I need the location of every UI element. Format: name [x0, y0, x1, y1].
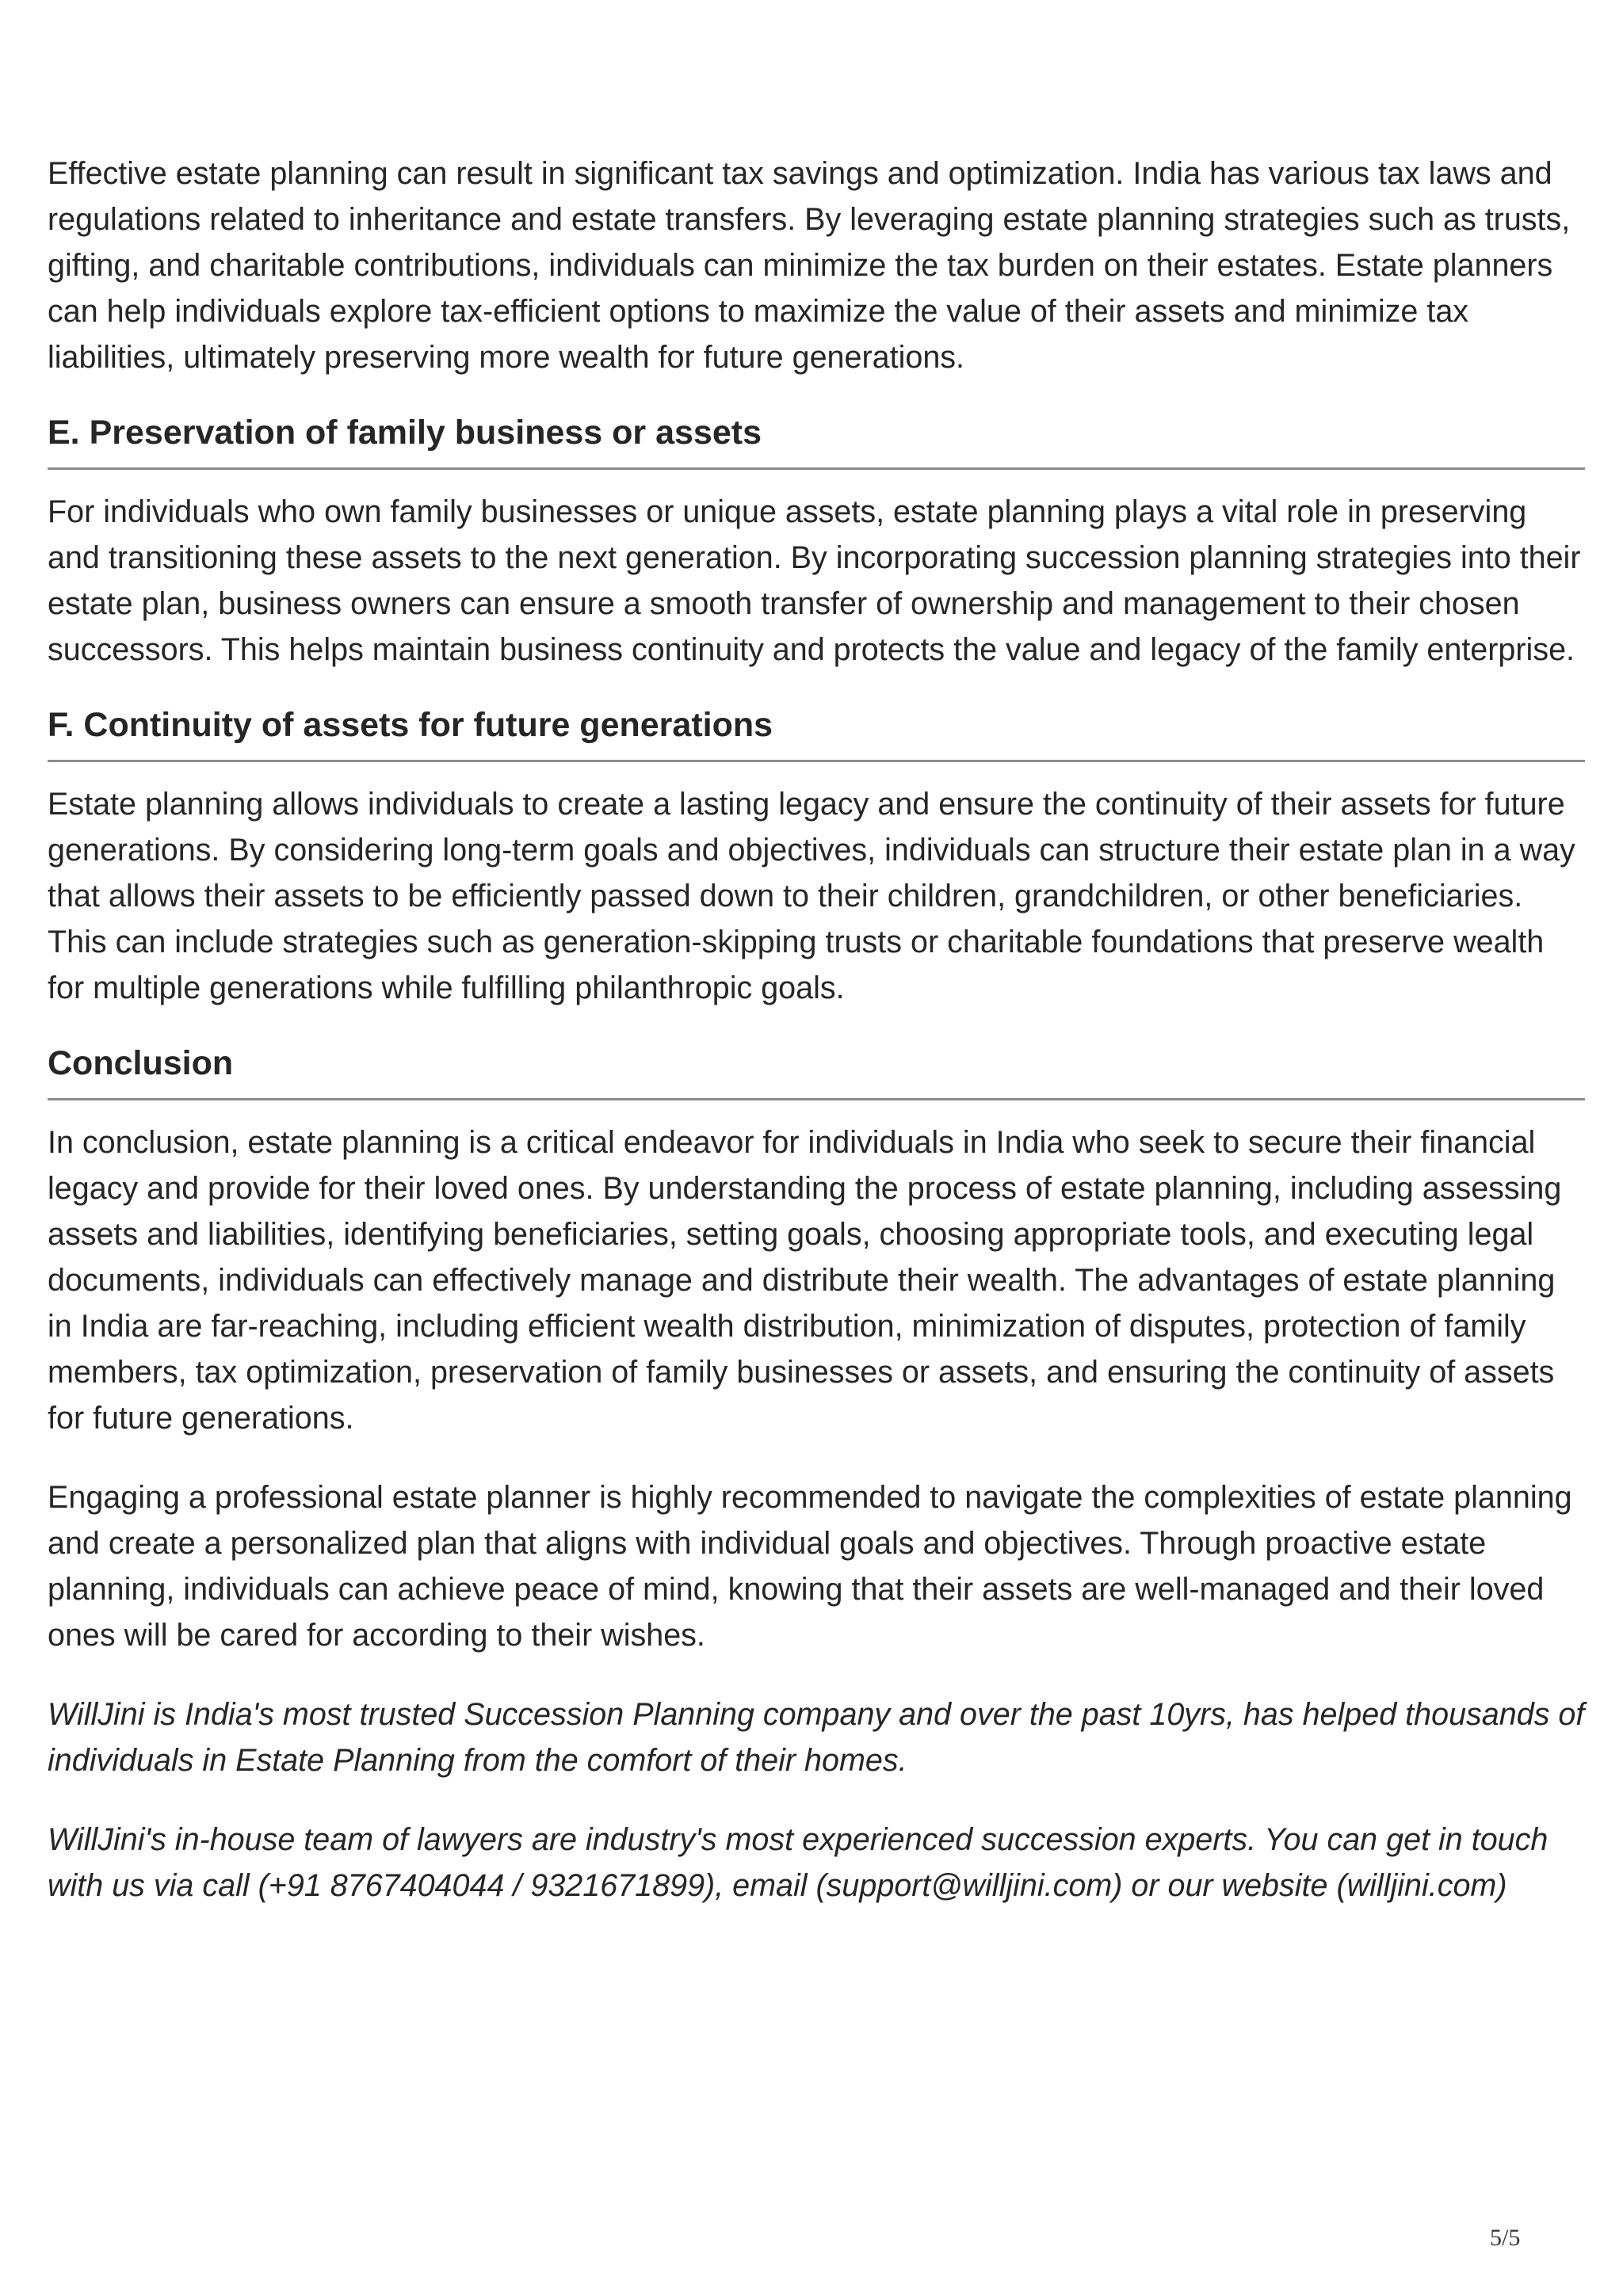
heading-divider — [48, 467, 1585, 470]
conclusion-paragraph: Engaging a professional estate planner is highly recommended to navigate the complexities of estate planning and create a personalized plan that aligns with individual goals and objectives. Through proactive estate planning, individuals can achieve peace of mind, knowing that their assets are well-managed and their loved ones will be cared for according to their wishes. — [48, 1480, 1572, 1653]
heading-divider — [48, 1098, 1585, 1100]
contact-paragraph: WillJini's in-house team of lawyers are industry's most experienced succession experts. You can get in touch with us via call (+91 8767404044 / 9321671899), email (support@willjini.com) or our website (willjini.com) — [48, 1822, 1549, 1903]
section-heading: Conclusion — [48, 1044, 234, 1082]
section-paragraph: For individuals who own family businesses or unique assets, estate planning plays a vital role in preserving and transitioning these assets to the next generation. By incorporating succession planning strategies into their estate plan, business owners can ensure a smooth transfer of ownership and management to their chosen successors. This helps maintain business continuity and protects the value and legacy of the family enterprise. — [48, 494, 1581, 667]
section-heading: F. Continuity of assets for future generations — [48, 706, 773, 744]
section-heading: E. Preservation of family business or assets — [48, 414, 762, 452]
section-preservation — [48, 412, 1585, 673]
conclusion-paragraph: In conclusion, estate planning is a critical endeavor for individuals in India who seek to secure their financial legacy and provide for their loved ones. By understanding the process of estate planning, including assessing assets and liabilities, identifying beneficiaries, setting goals, choosing appropriate tools, and executing legal documents, individuals can effectively manage and distribute their wealth. The advantages of estate planning in India are far-reaching, including efficient wealth distribution, minimization of disputes, protection of family members, tax optimization, preservation of family businesses or assets, and ensuring the continuity of assets for future generations. — [48, 1125, 1562, 1436]
company-blurb-paragraph: WillJini is India's most trusted Succession Planning company and over the past 10yrs, has helped thousands of individuals in Estate Planning from the comfort of their homes. — [48, 1697, 1585, 1778]
heading-divider — [48, 760, 1585, 762]
section-conclusion — [48, 1043, 1585, 1909]
page-number: 5/5 — [1490, 2225, 1521, 2251]
section-paragraph: Estate planning allows individuals to create a lasting legacy and ensure the continuity of their assets for future generations. By considering long-term goals and objectives, individuals can structure their estate plan in a way that allows their assets to be efficiently passed down to their children, grandchildren, or other beneficiaries. This can include strategies such as generation-skipping trusts or charitable foundations that preserve wealth for multiple generations while fulfilling philanthropic goals. — [48, 787, 1575, 1005]
intro-paragraph: Effective estate planning can result in significant tax savings and optimization. India has various tax laws and regulations related to inheritance and estate transfers. By leveraging estate planning strategies such as trusts, gifting, and charitable contributions, individuals can minimize the tax burden on their estates. Estate planners can help individuals explore tax-efficient options to maximize the value of their assets and minimize tax liabilities, ultimately preserving more wealth for future generations. — [48, 156, 1571, 375]
section-continuity — [48, 704, 1585, 1011]
document-page — [48, 151, 1585, 1909]
